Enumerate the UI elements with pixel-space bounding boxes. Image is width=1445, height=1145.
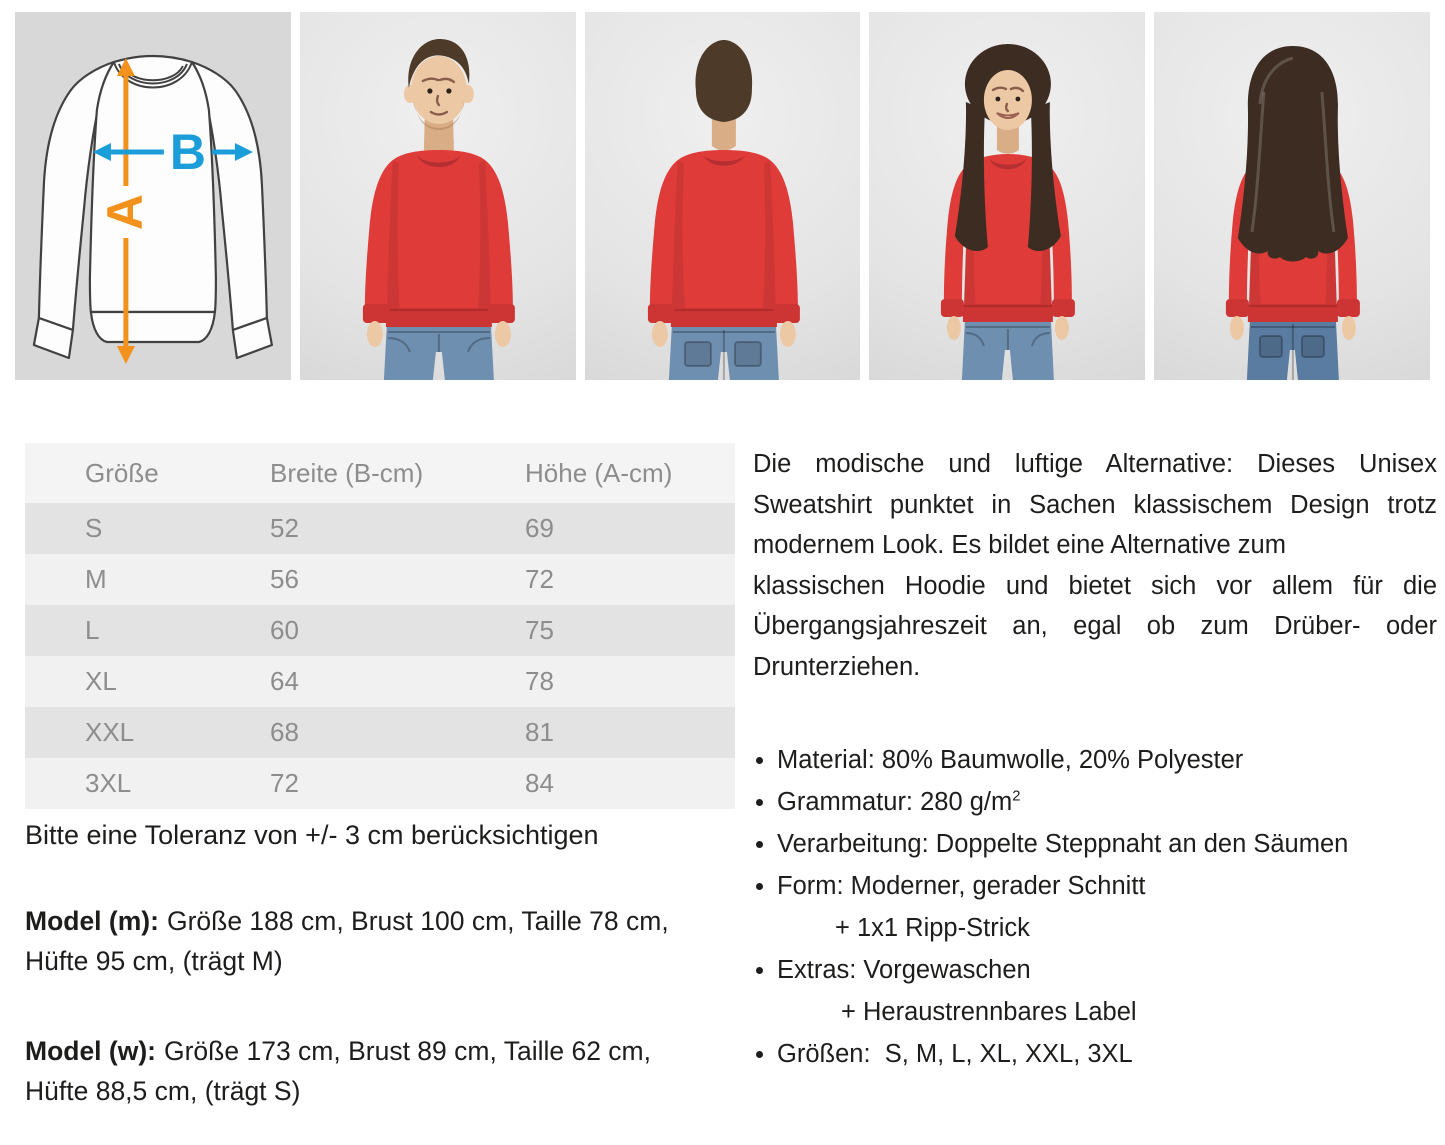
size-table-header-row: [25, 443, 735, 503]
cell-size: M: [25, 554, 270, 605]
description-line: Übergangsjahreszeit an, egal ob zum Drüber- oder: [753, 612, 1437, 640]
table-row: [25, 656, 735, 707]
model-w-measurements-line2: Hüfte 88,5 cm, (trägt S): [25, 1076, 301, 1106]
cell-height: 72: [525, 554, 735, 605]
feature-list: [753, 739, 1437, 1075]
feature-extras: [753, 949, 1437, 1033]
cell-size: S: [25, 503, 270, 554]
table-row: [25, 503, 735, 554]
size-info-column: [25, 443, 735, 1111]
model-w-info: [25, 1031, 730, 1111]
height-measure-label: A: [96, 193, 153, 231]
cell-height: 78: [525, 656, 735, 707]
form-continuation: + 1x1 Ripp-Strick: [835, 914, 1030, 942]
model-w-measurements-line1: Größe 173 cm, Brust 89 cm, Taille 62 cm,: [164, 1036, 651, 1066]
feature-material: Material: 80% Baumwolle, 20% Polyester: [753, 739, 1437, 781]
cell-width: 72: [270, 758, 525, 809]
model-m-measurements-line1: Größe 188 cm, Brust 100 cm, Taille 78 cm,: [166, 906, 669, 936]
size-table: [25, 443, 735, 809]
description-line: klassischen Hoodie und bietet sich vor allem für die: [753, 571, 1437, 600]
bullet-dot-icon: [756, 1051, 763, 1058]
cell-height: 81: [525, 707, 735, 758]
cell-size: L: [25, 605, 270, 656]
bullet-dot-icon: [756, 967, 763, 974]
description-column: [753, 444, 1437, 1075]
bullet-dot-icon: [756, 799, 763, 806]
grammatur-superscript: 2: [1012, 788, 1021, 805]
width-measure-label: B: [169, 124, 206, 180]
extras-continuation: + Heraustrennbares Label: [841, 998, 1137, 1026]
cell-height: 75: [525, 605, 735, 656]
feature-verarbeitung: Verarbeitung: Doppelte Steppnaht an den Säumen: [753, 823, 1437, 865]
table-row: [25, 554, 735, 605]
description-line: Drunterziehen.: [753, 652, 921, 681]
sweatshirt-outline: [34, 56, 272, 358]
cell-size: XL: [25, 656, 270, 707]
product-description: [753, 444, 1437, 687]
description-line: modernem Look. Es bildet eine Alternative zum: [753, 531, 1286, 559]
cell-width: 60: [270, 605, 525, 656]
tolerance-note: Bitte eine Toleranz von +/- 3 cm berücksichtigen: [25, 820, 599, 850]
extras-text: Extras: Vorgewaschen: [777, 956, 1031, 984]
col-header-height: Höhe (A-cm): [525, 443, 735, 503]
model-male-back-figure: [585, 12, 861, 380]
cell-size: 3XL: [25, 758, 270, 809]
description-line: Sweatshirt punktet in Sachen klassischem Design trotz: [753, 490, 1437, 519]
model-female-back-image[interactable]: [1154, 12, 1430, 380]
model-male-front-image[interactable]: [300, 12, 576, 380]
cell-width: 52: [270, 503, 525, 554]
cell-width: 64: [270, 656, 525, 707]
cell-width: 68: [270, 707, 525, 758]
sweatshirt-measure-diagram: [15, 12, 291, 380]
feature-form: [753, 865, 1437, 949]
model-female-front-image[interactable]: [869, 12, 1145, 380]
col-header-width: Breite (B-cm): [270, 443, 525, 503]
model-female-back-figure: [1154, 12, 1430, 380]
model-female-front-figure: [869, 12, 1145, 380]
bullet-dot-icon: [756, 757, 763, 764]
cell-height: 84: [525, 758, 735, 809]
form-text: Form: Moderner, gerader Schnitt: [777, 872, 1146, 900]
size-diagram-image[interactable]: [15, 12, 291, 380]
table-row: [25, 605, 735, 656]
model-w-label: Model (w):: [25, 1036, 156, 1066]
grammatur-text: Grammatur: 280 g/m: [777, 788, 1013, 816]
cell-width: 56: [270, 554, 525, 605]
cell-height: 69: [525, 503, 735, 554]
table-row: [25, 707, 735, 758]
model-m-measurements-line2: Hüfte 95 cm, (trägt M): [25, 946, 283, 976]
cell-size: XXL: [25, 707, 270, 758]
model-m-label: Model (m):: [25, 906, 159, 936]
description-line: Die modische und luftige Alternative: Dieses Unisex: [753, 450, 1437, 478]
model-m-info: [25, 901, 730, 981]
table-row: [25, 758, 735, 809]
bullet-dot-icon: [756, 841, 763, 848]
bullet-dot-icon: [756, 883, 763, 890]
model-male-front-figure: [300, 12, 576, 380]
feature-groessen: Größen: S, M, L, XL, XXL, 3XL: [753, 1033, 1437, 1075]
col-header-size: Größe: [25, 443, 270, 503]
feature-grammatur: [753, 781, 1437, 823]
product-image-gallery: [15, 12, 1430, 380]
model-male-back-image[interactable]: [585, 12, 861, 380]
